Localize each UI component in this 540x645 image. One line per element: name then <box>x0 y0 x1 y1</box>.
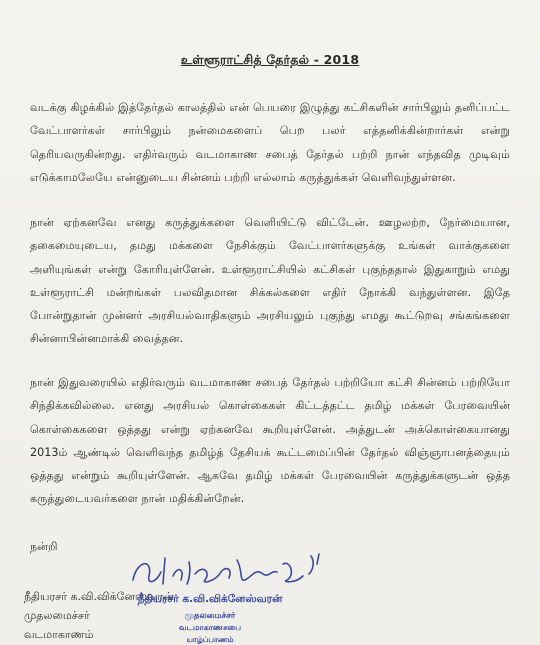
paragraph-2: நான் ஏற்கனவே எனது கருத்துக்களை வெளியிட்டு விட்டேன். ஊழலற்ற, நேர்மையான, தகைமையுடைய, தமது மக்களை நேசிக்கும் வேட்பாளர்களுக்கு உங்கள் வாக்குகளை அளியுங்கள் என்று கோரியுள்ளேன். உள்ளூராட்சியில் கட்சிகள் புகுந்ததால் இதுகாறும் எமது உள்ளூராட்சி மன்றங்கள் பலவிதமான சிக்கல்களை எதிர் நோக்கி வந்துள்ளன. இதே போன்றுதான் முன்னர் அரசியல்வாதிகளும் அரசியலும் புகுந்து எமது கூட்டுறவு சங்கங்களை சின்னாபின்னமாக்கி வைத்தன. <box>30 216 510 346</box>
signer-province: வடமாகாணம் <box>24 628 94 641</box>
stamp-line-3: வடமாகாணசபை <box>178 623 242 632</box>
paragraph-1: வடக்கு கிழக்கில் இத்தேர்தல் காலத்தில் என் பெயரை இழுத்து கட்சிகளின் சார்பிலும் தனிப்பட்ட வேட்பாளர்கள் சார்பிலும் நன்மைகளைப் பெற பலர் எத்தனிக்கின்றார்கள் என்று தெரியவருகின்றது. எதிர்வரும் வடமாகாண சபைத் தேர்தல் பற்றி நான் எந்தவித முடிவும் எடுக்காமலேயே என்னுடைய சின்னம் பற்றி எல்லாம் கருத்துக்கள் வெளிவந்துள்ளன. <box>30 101 510 184</box>
document-title: உள்ளூராட்சித் தேர்தல் - 2018 <box>180 52 360 67</box>
stamp-line-2: முதலமைச்சர் <box>184 611 236 621</box>
signer-position: முதலமைச்சர் <box>24 609 90 622</box>
handwritten-signature <box>125 550 335 595</box>
official-stamp <box>135 590 285 644</box>
stamp-line-1: நீதியரசர் க.வி.விக்னேஸ்வரன் <box>137 593 283 605</box>
paragraph-3: நான் இதுவரையில் எதிர்வரும் வடமாகாண சபைத் தேர்தல் பற்றியோ கட்சி சின்னம் பற்றியோ சிந்திக்கவில்லை. எனது அரசியல் கொள்கைகள் கிட்டத்தட்ட தமிழ் மக்கள் பேரவையின் கொள்கைகளை ஒத்தது என்று ஏற்கனவே கூறியுள்ளேன். அத்துடன் அக்கொள்கையானது 2013ம் ஆண்டில் வெளிவந்த தமிழ்த் தேசியக் கூட்டமைப்பின் தேர்தல் விஞ்ஞாபனத்தையும் ஒத்தது என்றும் கூறியுள்ளேன். ஆகவே தமிழ் மக்கள் பேரவையின் கருத்துக்களுடன் ஒத்த கருத்துடையவர்களை நான் மதிக்கின்றேன். <box>30 376 510 506</box>
closing-thanks: நன்றி <box>30 540 58 553</box>
signer-name: நீதியரசர் க.வி.விக்னேஸ்வரன் <box>24 590 174 603</box>
stamp-line-4: யாழ்ப்பாணம் <box>186 635 234 644</box>
